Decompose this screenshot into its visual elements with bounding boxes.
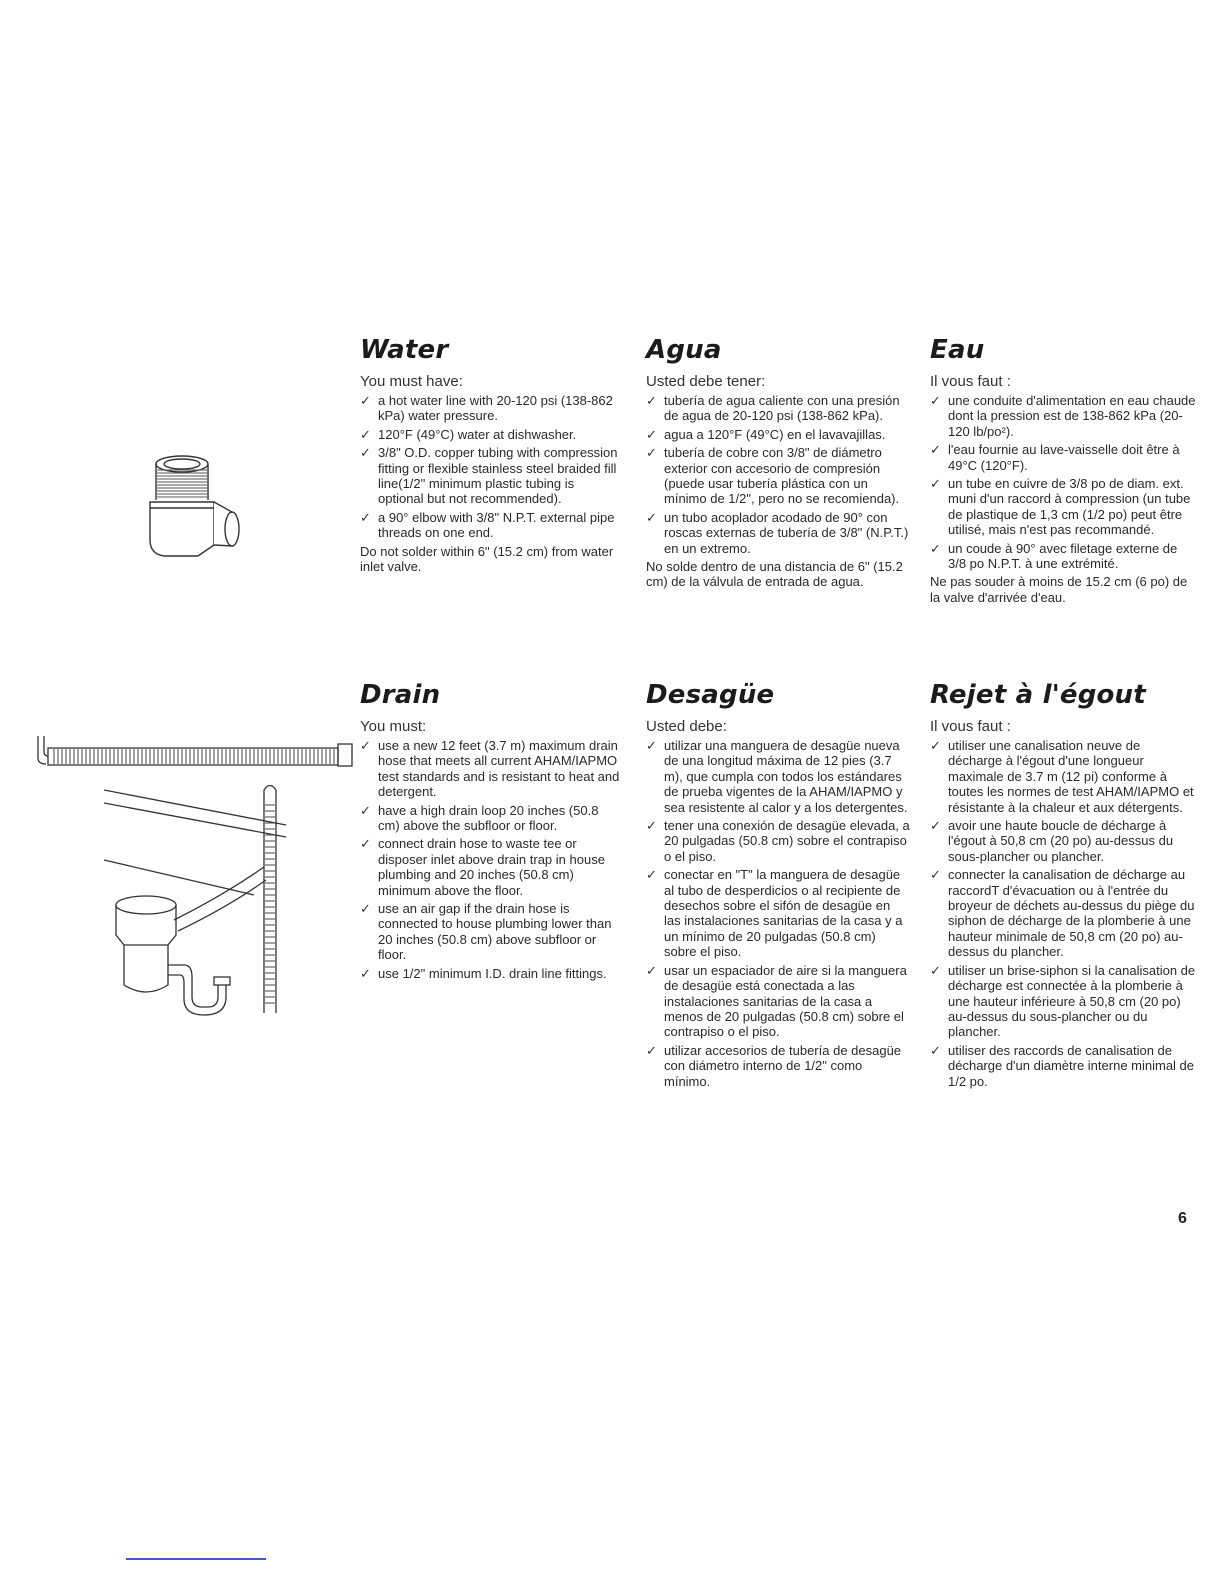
list-item: ✓ une conduite d'alimentation en eau chaude dont la pression est de 138-862 kPa (20-120 lb/po²).: [930, 393, 1196, 439]
water-requirements-list: [360, 393, 622, 541]
check-mark-icon: ✓: [646, 867, 657, 883]
check-mark-icon: ✓: [930, 1042, 941, 1058]
check-mark-icon: ✓: [360, 836, 371, 852]
list-item: ✓ utiliser un brise-siphon si la canalisation de décharge est connectée à la plomberie à une hauteur inférieure à 50,8 cm (20 po) au-dessus du sous-plancher ou du plancher.: [930, 962, 1196, 1040]
agua-heading: Agua: [646, 335, 722, 365]
check-mark-icon: ✓: [360, 426, 371, 442]
drain-section-en: [360, 680, 622, 984]
check-mark-icon: ✓: [360, 738, 371, 753]
drain-installation-illustration: [104, 785, 300, 1030]
list-item: ✓ 3/8" O.D. copper tubing with compression fitting or flexible stainless steel braided fill line(1/2" minimum plastic tubing is optional but not recommended).: [360, 445, 618, 507]
elbow-fitting-illustration: [140, 450, 250, 565]
list-item: ✓ use a new 12 feet (3.7 m) maximum drain hose that meets all current AHAM/IAPMO test standards and is resistant to heat and detergent.: [360, 738, 620, 800]
check-mark-icon: ✓: [930, 962, 941, 978]
water-note: Do not solder within 6" (15.2 cm) from water inlet valve.: [360, 543, 614, 575]
check-mark-icon: ✓: [930, 442, 941, 458]
drain-section-es: [646, 680, 910, 1092]
list-item: ✓ connect drain hose to waste tee or disposer inlet above drain trap in house plumbing and 20 inches (50.8 cm) minimum above the floor.: [360, 836, 605, 898]
check-mark-icon: ✓: [646, 393, 657, 408]
eau-requirements-list: [930, 393, 1198, 571]
check-mark-icon: ✓: [930, 738, 941, 753]
rejet-requirements-list: [930, 738, 1198, 1089]
list-item: ✓ un tube en cuivre de 3/8 po de diam. ext. muni d'un raccord à compression (un tube de plastique de 1,3 cm (1/2 po) peut être utilisé, mais n'est pas recommandé.: [930, 476, 1191, 538]
list-item: ✓ have a high drain loop 20 inches (50.8 cm) above the subfloor or floor.: [360, 802, 599, 834]
water-section-en: [360, 335, 622, 574]
check-mark-icon: ✓: [646, 962, 657, 978]
check-mark-icon: ✓: [360, 393, 371, 408]
water-heading: Water: [360, 335, 449, 365]
check-mark-icon: ✓: [930, 476, 941, 492]
list-item: ✓ tubería de agua caliente con una presión de agua de 20-120 psi (138-862 kPa).: [646, 393, 900, 424]
eau-heading: Eau: [930, 335, 985, 365]
list-item: ✓ conectar en "T" la manguera de desagüe al tubo de desperdicios o al recipiente de desechos sobre el sifón de desagüe en las instalaciones sanitarias de la casa y a un mínimo de 20 pulgadas (50.8 cm) sobre el piso.: [646, 867, 903, 960]
rejet-intro: Il vous faut :: [930, 718, 1011, 735]
drain-heading: Drain: [360, 680, 441, 710]
check-mark-icon: ✓: [360, 509, 371, 525]
check-mark-icon: ✓: [930, 540, 941, 556]
eau-note: Ne pas souder à moins de 15.2 cm (6 po) de la valve d'arrivée d'eau.: [930, 574, 1188, 605]
check-mark-icon: ✓: [646, 509, 657, 525]
list-item: ✓ utiliser des raccords de canalisation de décharge d'un diamètre interne minimal de 1/2 po.: [930, 1042, 1195, 1089]
list-item: ✓ utilizar accesorios de tubería de desagüe con diámetro interno de 1/2" como mínimo.: [646, 1042, 902, 1089]
list-item: ✓ utiliser une canalisation neuve de décharge à l'égout d'une longueur maximale de 3.7 m (12 pi) conforme à toutes les normes de test AHAM/IAPMO et résistante à la chaleur et aux détergents.: [930, 738, 1194, 815]
list-item: ✓ un coude à 90° avec filetage externe de 3/8 po N.P.T. à une extrémité.: [930, 540, 1178, 572]
check-mark-icon: ✓: [930, 867, 941, 883]
check-mark-icon: ✓: [930, 818, 941, 834]
footer-rule: [126, 1558, 266, 1560]
drain-hose-illustration: [34, 734, 354, 768]
desague-intro: Usted debe:: [646, 718, 727, 735]
check-mark-icon: ✓: [930, 393, 941, 408]
check-mark-icon: ✓: [360, 901, 371, 917]
agua-note: No solde dentro de una distancia de 6" (15.2 cm) de la válvula de entrada de agua.: [646, 559, 903, 590]
list-item: ✓ 120°F (49°C) water at dishwasher.: [360, 426, 577, 442]
water-section-fr: [930, 335, 1198, 605]
list-item: ✓ connecter la canalisation de décharge au raccordT d'évacuation ou à l'entrée du broyeur de déchets au-dessus du piège du siphon de décharge de la plomberie à une hauteur minimale de 50,8 cm (20 po) au-dessus du plancher.: [930, 867, 1195, 960]
list-item: ✓ agua a 120°F (49°C) en el lavavajillas.: [646, 426, 886, 442]
list-item: ✓ tener una conexión de desagüe elevada, a 20 pulgadas (50.8 cm) sobre el contrapiso o el piso.: [646, 818, 910, 864]
list-item: ✓ l'eau fournie au lave-vaisselle doit être à 49°C (120°F).: [930, 442, 1180, 473]
check-mark-icon: ✓: [646, 445, 657, 461]
list-item: ✓ a 90° elbow with 3/8" N.P.T. external pipe threads on one end.: [360, 509, 615, 541]
rejet-heading: Rejet à l'égout: [930, 680, 1146, 710]
check-mark-icon: ✓: [360, 802, 371, 818]
check-mark-icon: ✓: [360, 965, 371, 981]
drain-section-fr: [930, 680, 1198, 1092]
desague-heading: Desagüe: [646, 680, 775, 710]
list-item: ✓ a hot water line with 20-120 psi (138-862 kPa) water pressure.: [360, 393, 613, 424]
check-mark-icon: ✓: [646, 818, 657, 834]
list-item: ✓ use 1/2" minimum I.D. drain line fittings.: [360, 965, 607, 981]
page-number: 6: [1178, 1210, 1187, 1227]
list-item: ✓ tubería de cobre con 3/8" de diámetro exterior con accesorio de compresión (puede usar tubería plástica con un mínimo de 1/2", pero no se recomienda).: [646, 445, 900, 507]
list-item: ✓ utilizar una manguera de desagüe nueva de una longitud máxima de 12 pies (3.7 m), que cumpla con todos los estándares de prueba vigentes de la AHAM/IAPMO y sea resistente al calor y a los detergentes.: [646, 738, 908, 815]
water-intro: You must have:: [360, 373, 463, 390]
check-mark-icon: ✓: [646, 738, 657, 753]
check-mark-icon: ✓: [646, 1042, 657, 1058]
desague-requirements-list: [646, 738, 910, 1089]
list-item: ✓ avoir une haute boucle de décharge à l'égout à 50,8 cm (20 po) au-dessus du sous-plancher ou plancher.: [930, 818, 1174, 864]
eau-intro: Il vous faut :: [930, 373, 1011, 390]
list-item: ✓ use an air gap if the drain hose is connected to house plumbing lower than 20 inches (50.8 cm) above subfloor or floor.: [360, 901, 612, 963]
check-mark-icon: ✓: [360, 445, 371, 461]
list-item: ✓ un tubo acoplador acodado de 90° con roscas externas de tubería de 3/8" (N.P.T.) en un extremo.: [646, 509, 909, 556]
agua-intro: Usted debe tener:: [646, 373, 766, 390]
list-item: ✓ usar un espaciador de aire si la manguera de desagüe está conectada a las instalaciones sanitarias de la casa a menos de 20 pulgadas (50.8 cm) sobre el contrapiso o el piso.: [646, 962, 907, 1040]
drain-requirements-list: [360, 738, 622, 981]
water-section-es: [646, 335, 910, 590]
drain-intro: You must:: [360, 718, 427, 735]
check-mark-icon: ✓: [646, 426, 657, 442]
agua-requirements-list: [646, 393, 910, 556]
